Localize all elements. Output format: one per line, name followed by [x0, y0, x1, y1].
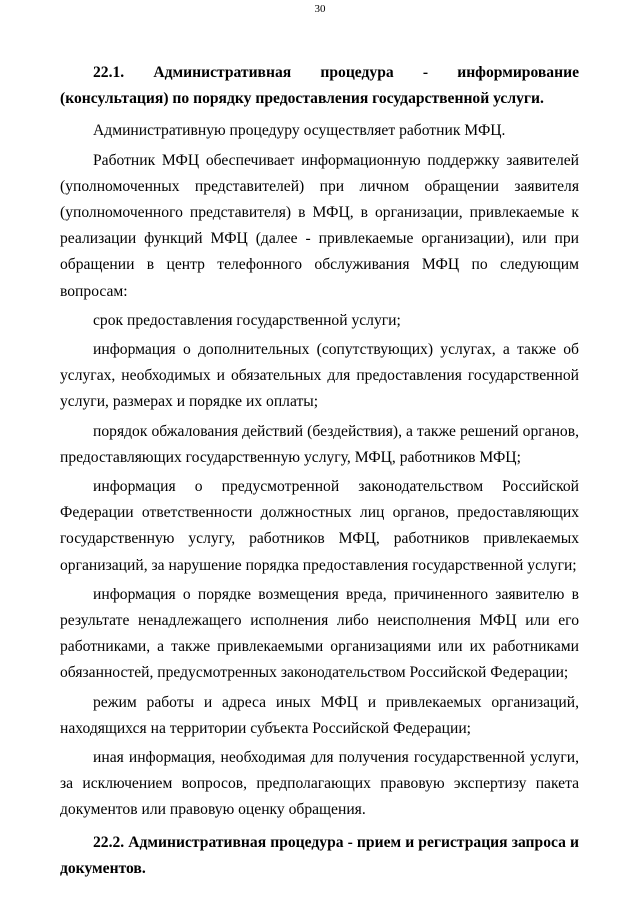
- document-body: [60, 60, 579, 882]
- list-item-term: срок предоставления государственной услуги;: [93, 311, 401, 329]
- paragraph-support-topics: Работник МФЦ обеспечивает информационную поддержку заявителей (уполномоченных представителей) при личном обращении заявителя (уполномоченного представителя) в МФЦ, в организации, привлекаемые к реализации функций МФЦ (далее - привлекаемые организации), или при обращении в центр телефонного обслуживания МФЦ по следующим вопросам:: [60, 151, 579, 300]
- list-item-working-hours: режим работы и адреса иных МФЦ и привлекаемых организаций, находящихся на территории субъекта Российской Федерации;: [60, 693, 579, 737]
- list-item-liability: информация о предусмотренной законодательством Российской Федерации ответственности должностных лиц органов, предоставляющих государственную услугу, работников МФЦ, работников привлекаемых организаций, за нарушение порядка предоставления государственной услуги;: [60, 478, 579, 574]
- page-number: 30: [314, 3, 326, 15]
- list-item-damage-compensation: информация о порядке возмещения вреда, причиненного заявителю в результате ненадлежащего исполнения либо неисполнения МФЦ или его работниками, а также привлекаемыми организациями или их работниками обязанностей, предусмотренных законодательством Российской Федерации;: [60, 585, 579, 682]
- list-item-other-info: иная информация, необходимая для получения государственной услуги, за исключением вопросов, предполагающих правовую экспертизу пакета документов или правовую оценку обращения.: [60, 749, 579, 819]
- paragraph-executor: Административную процедуру осуществляет работник МФЦ.: [93, 122, 506, 140]
- list-item-appeal-procedure: порядок обжалования действий (бездействия), а также решений органов, предоставляющих государственную услугу, МФЦ, работников МФЦ;: [60, 422, 579, 466]
- section-heading-22-2: 22.2. Административная процедура - прием и регистрация запроса и документов.: [60, 833, 579, 877]
- section-heading-22-1: 22.1. Административная процедура - информирование (консультация) по порядку предоставления государственной услуги.: [60, 64, 579, 108]
- list-item-additional-services: информация о дополнительных (сопутствующих) услугах, а также об услугах, необходимых и обязательных для предоставления государственной услуги, размерах и порядке их оплаты;: [60, 341, 579, 411]
